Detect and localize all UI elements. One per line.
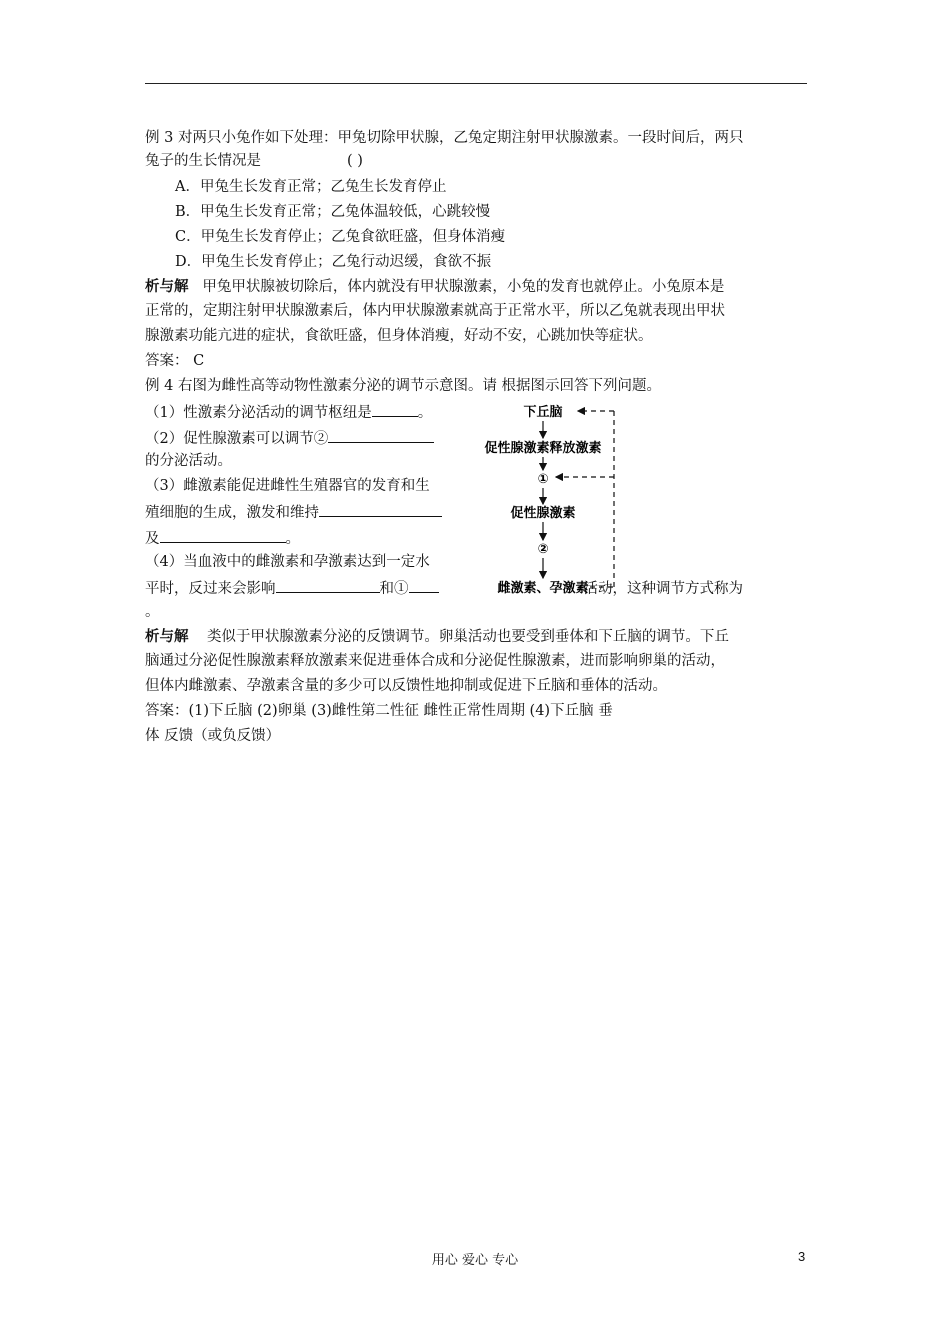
- question-1-text: （1）性激素分泌活动的调节枢纽是: [145, 405, 372, 421]
- answer-blank: [328, 427, 434, 443]
- option-b: B．甲兔生长发育正常；乙兔体温较低，心跳较慢: [175, 204, 491, 220]
- question-1-end: 。: [417, 405, 433, 421]
- node-2: ②: [537, 542, 549, 557]
- answer-blank: [372, 401, 418, 417]
- analysis-text: 类似于甲状腺激素分泌的反馈调节。卵巢活动也要受到垂体和下丘脑的调节。下丘: [206, 629, 729, 645]
- analysis4-line1: [145, 627, 729, 647]
- question-2-cont: 的分泌活动。: [145, 453, 232, 469]
- question-2-text: （2）促性腺激素可以调节②: [145, 431, 329, 447]
- analysis-label: 析与解: [145, 279, 189, 295]
- example4-intro: 例 4 右图为雌性高等动物性激素分泌的调节示意图。请 根据图示回答下列问题。: [145, 378, 662, 394]
- question-3-end: [145, 527, 300, 549]
- analysis3-line1: [145, 277, 724, 297]
- answer-blank: [319, 501, 442, 517]
- question-3-text: 殖细胞的生成，激发和维持: [145, 505, 319, 521]
- answer-bracket: ( ): [347, 153, 363, 169]
- header-rule: [145, 83, 807, 84]
- question-2: [145, 427, 434, 449]
- node-estrogen-progesterone: 雌激素、孕激素: [497, 581, 589, 596]
- answer4-line2: 体 反馈（或负反馈）: [145, 728, 281, 744]
- answer4-line1: 答案：(1)下丘脑 (2)卵巢 (3)雌性第二性征 雌性正常性周期 (4)下丘脑 垂: [145, 703, 613, 719]
- option-d: D．甲兔生长发育停止；乙兔行动迟缓，食欲不振: [175, 254, 492, 270]
- answer-blank: [409, 577, 439, 593]
- option-a: A．甲兔生长发育正常；乙兔生长发育停止: [175, 179, 447, 195]
- question-4-text: 平时，反过来会影响: [145, 581, 276, 597]
- analysis4-line3: 但体内雌激素、孕激素含量的多少可以反馈性地抑制或促进下丘脑和垂体的活动。: [145, 678, 667, 694]
- node-gnrh: 促性腺激素释放激素: [484, 441, 602, 456]
- analysis-text: 甲兔甲状腺被切除后，体内就没有甲状腺激素，小兔的发育也就停止。小兔原本是: [202, 279, 725, 295]
- footer-motto: 用心 爱心 专心: [431, 1253, 519, 1268]
- analysis3-line2: 正常的，定期注射甲状腺激素后，体内甲状腺激素就高于正常水平，所以乙兔就表现出甲状: [145, 303, 725, 319]
- question-4: （4）当血液中的雌激素和孕激素达到一定水: [145, 554, 430, 570]
- analysis4-line2: 脑通过分泌促性腺激素释放激素来促进垂体合成和分泌促性腺激素，进而影响卵巢的活动，: [145, 653, 725, 669]
- node-gonadotropin: 促性腺激素: [510, 506, 576, 521]
- question-3: （3）雌激素能促进雌性生殖器官的发育和生: [145, 478, 430, 494]
- node-hypothalamus: 下丘脑: [523, 405, 563, 420]
- question-3-cont: [145, 501, 442, 523]
- question-1: [145, 401, 432, 423]
- analysis3-line3: 腺激素功能亢进的症状，食欲旺盛，但身体消瘦，好动不安，心跳加快等症状。: [145, 328, 653, 344]
- hormone-regulation-diagram: [470, 398, 630, 608]
- example3-stem: 兔子的生长情况是: [145, 153, 261, 169]
- option-c: C．甲兔生长发育停止；乙兔食欲旺盛，但身体消瘦: [175, 229, 506, 245]
- page-number: 3: [798, 1249, 806, 1264]
- example3-line2: [145, 151, 363, 171]
- question-4-end: 活动，这种调节方式称为: [583, 581, 743, 597]
- example3-line1: 例 3 对两只小兔作如下处理：甲兔切除甲状腺，乙兔定期注射甲状腺激素。一段时间后，两只: [145, 130, 744, 146]
- question-4-cont: [145, 577, 743, 599]
- question-3-and: 及: [145, 531, 160, 547]
- analysis-label: 析与解: [145, 629, 189, 645]
- node-1: ①: [537, 472, 549, 487]
- answer3: 答案： C: [145, 353, 205, 369]
- answer-blank: [276, 577, 380, 593]
- answer-blank: [160, 527, 286, 543]
- question-4-period: 。: [145, 604, 160, 620]
- question-3-period: 。: [285, 531, 300, 547]
- question-4-mid: 和①: [379, 581, 409, 597]
